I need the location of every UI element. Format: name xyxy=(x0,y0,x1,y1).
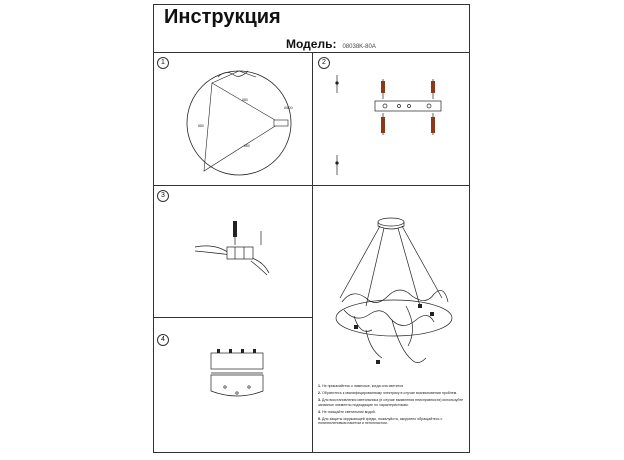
canopy-drawing xyxy=(199,345,279,405)
note-item: 4. Не очищайте светильник водой. xyxy=(318,409,376,414)
dimension-label-bottom: 880 xyxy=(244,144,250,148)
ceiling-template-drawing xyxy=(184,67,314,187)
page-title: Инструкция xyxy=(164,6,281,28)
mounting-bracket-drawing xyxy=(329,73,459,183)
step-badge-1: 1 xyxy=(157,57,169,69)
note-item: 1. Не прикасайтесь к лампочке, когда она светится xyxy=(318,384,404,388)
notes-list xyxy=(318,384,466,428)
note-item: 5. Для защиты окружающей среды, пожалуйста, аккуратно обращайтесь с полиэтиленовым пакетом и пенопластом. xyxy=(318,417,443,426)
divider-row2 xyxy=(154,317,312,318)
step-badge-3: 3 xyxy=(157,190,169,202)
instruction-sheet xyxy=(153,4,470,453)
wire-connector-drawing xyxy=(189,217,299,287)
dimension-label-top: 880 xyxy=(242,98,248,102)
model-label: Модель: xyxy=(286,37,337,51)
note-item: 2. Обратитесь к квалифицированному электрику в случае возникновения проблем. xyxy=(318,391,458,396)
note-item: 3. Для восстановления светильника (в случае выявления неисправности) используйте запасные элементы подходящие по характеристикам. xyxy=(318,398,464,407)
model-row xyxy=(286,37,376,51)
chandelier-drawing xyxy=(334,210,459,385)
step-badge-2: 2 xyxy=(318,57,330,69)
model-value: 08038K-80A xyxy=(342,44,376,50)
step-badge-4: 4 xyxy=(157,334,169,346)
diameter-tag: Ø800 xyxy=(284,106,293,110)
dimension-label-left: 880 xyxy=(198,124,204,128)
